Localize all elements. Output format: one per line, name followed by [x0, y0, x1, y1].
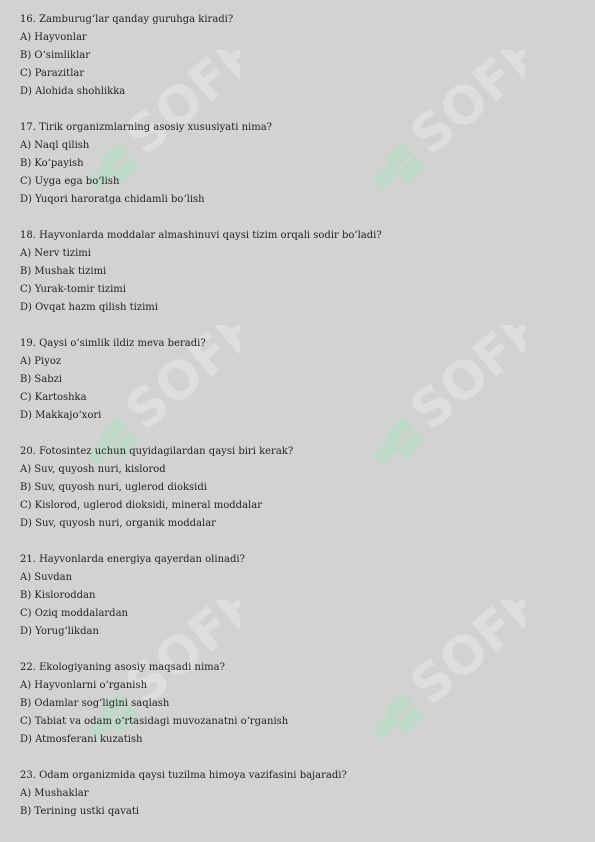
answer-option: A) Hayvonlar	[20, 32, 87, 43]
answer-option: C) Uyga ega bo‘lish	[20, 176, 120, 187]
watermark-text: SOFF	[114, 50, 240, 168]
watermark-text: SOFF	[114, 325, 240, 443]
answer-option: D) Alohida shohlikka	[20, 86, 126, 97]
watermark-text: SOFF	[399, 600, 525, 718]
watermark-text: SOFF	[399, 50, 525, 168]
answer-option: A) Suv, quyosh nuri, kislorod	[20, 464, 166, 475]
answer-option: C) Yurak-tomir tizimi	[20, 284, 126, 295]
answer-option: A) Mushaklar	[20, 788, 89, 799]
quiz-page	[20, 0, 580, 821]
answer-option: B) O‘simliklar	[20, 50, 91, 61]
question-block	[20, 227, 580, 317]
answer-option: B) Odamlar sog‘ligini saqlash	[20, 698, 170, 709]
answer-option: D) Yorug‘likdan	[20, 626, 99, 637]
answer-option: C) Kislorod, uglerod dioksidi, mineral moddalar	[20, 500, 262, 511]
answer-option: C) Tabiat va odam o‘rtasidagi muvozanatni o‘rganish	[20, 716, 289, 727]
answer-option: D) Atmosferani kuzatish	[20, 734, 143, 745]
watermark-text: SOFF	[114, 600, 240, 718]
question-block	[20, 767, 580, 821]
answer-option: B) Mushak tizimi	[20, 266, 107, 277]
question-block	[20, 551, 580, 641]
answer-option: C) Parazitlar	[20, 68, 85, 79]
answer-option: A) Hayvonlarni o‘rganish	[20, 680, 148, 691]
question-block	[20, 335, 580, 425]
question-text: 19. Qaysi o‘simlik ildiz meva beradi?	[20, 338, 206, 349]
answer-option: C) Oziq moddalardan	[20, 608, 128, 619]
question-text: 23. Odam organizmida qaysi tuzilma himoya vazifasini bajaradi?	[20, 770, 347, 781]
answer-option: D) Suv, quyosh nuri, organik moddalar	[20, 518, 216, 529]
answer-option: D) Yuqori haroratga chidamli bo‘lish	[20, 194, 205, 205]
answer-option: A) Nerv tizimi	[20, 248, 91, 259]
answer-option: D) Makkajo‘xori	[20, 410, 102, 421]
answer-option: A) Naql qilish	[20, 140, 90, 151]
question-text: 17. Tirik organizmlarning asosiy xususiyati nima?	[20, 122, 273, 133]
question-text: 18. Hayvonlarda moddalar almashinuvi qaysi tizim orqali sodir bo‘ladi?	[20, 230, 382, 241]
answer-option: C) Kartoshka	[20, 392, 87, 403]
question-text: 20. Fotosintez uchun quyidagilardan qaysi biri kerak?	[20, 446, 294, 457]
answer-option: B) Ko‘payish	[20, 158, 84, 169]
question-text: 21. Hayvonlarda energiya qayerdan olinadi?	[20, 554, 245, 565]
question-text: 22. Ekologiyaning asosiy maqsadi nima?	[20, 662, 225, 673]
answer-option: A) Suvdan	[20, 572, 73, 583]
watermark-text: SOFF	[399, 325, 525, 443]
question-block	[20, 11, 580, 101]
answer-option: B) Kisloroddan	[20, 590, 96, 601]
answer-option: B) Terining ustki qavati	[20, 806, 140, 817]
answer-option: B) Suv, quyosh nuri, uglerod dioksidi	[20, 482, 207, 493]
answer-option: A) Piyoz	[20, 356, 62, 367]
question-block	[20, 119, 580, 209]
question-block	[20, 443, 580, 533]
answer-option: D) Ovqat hazm qilish tizimi	[20, 302, 158, 313]
question-text: 16. Zamburug‘lar qanday guruhga kiradi?	[20, 14, 234, 25]
question-block	[20, 659, 580, 749]
answer-option: B) Sabzi	[20, 374, 63, 385]
